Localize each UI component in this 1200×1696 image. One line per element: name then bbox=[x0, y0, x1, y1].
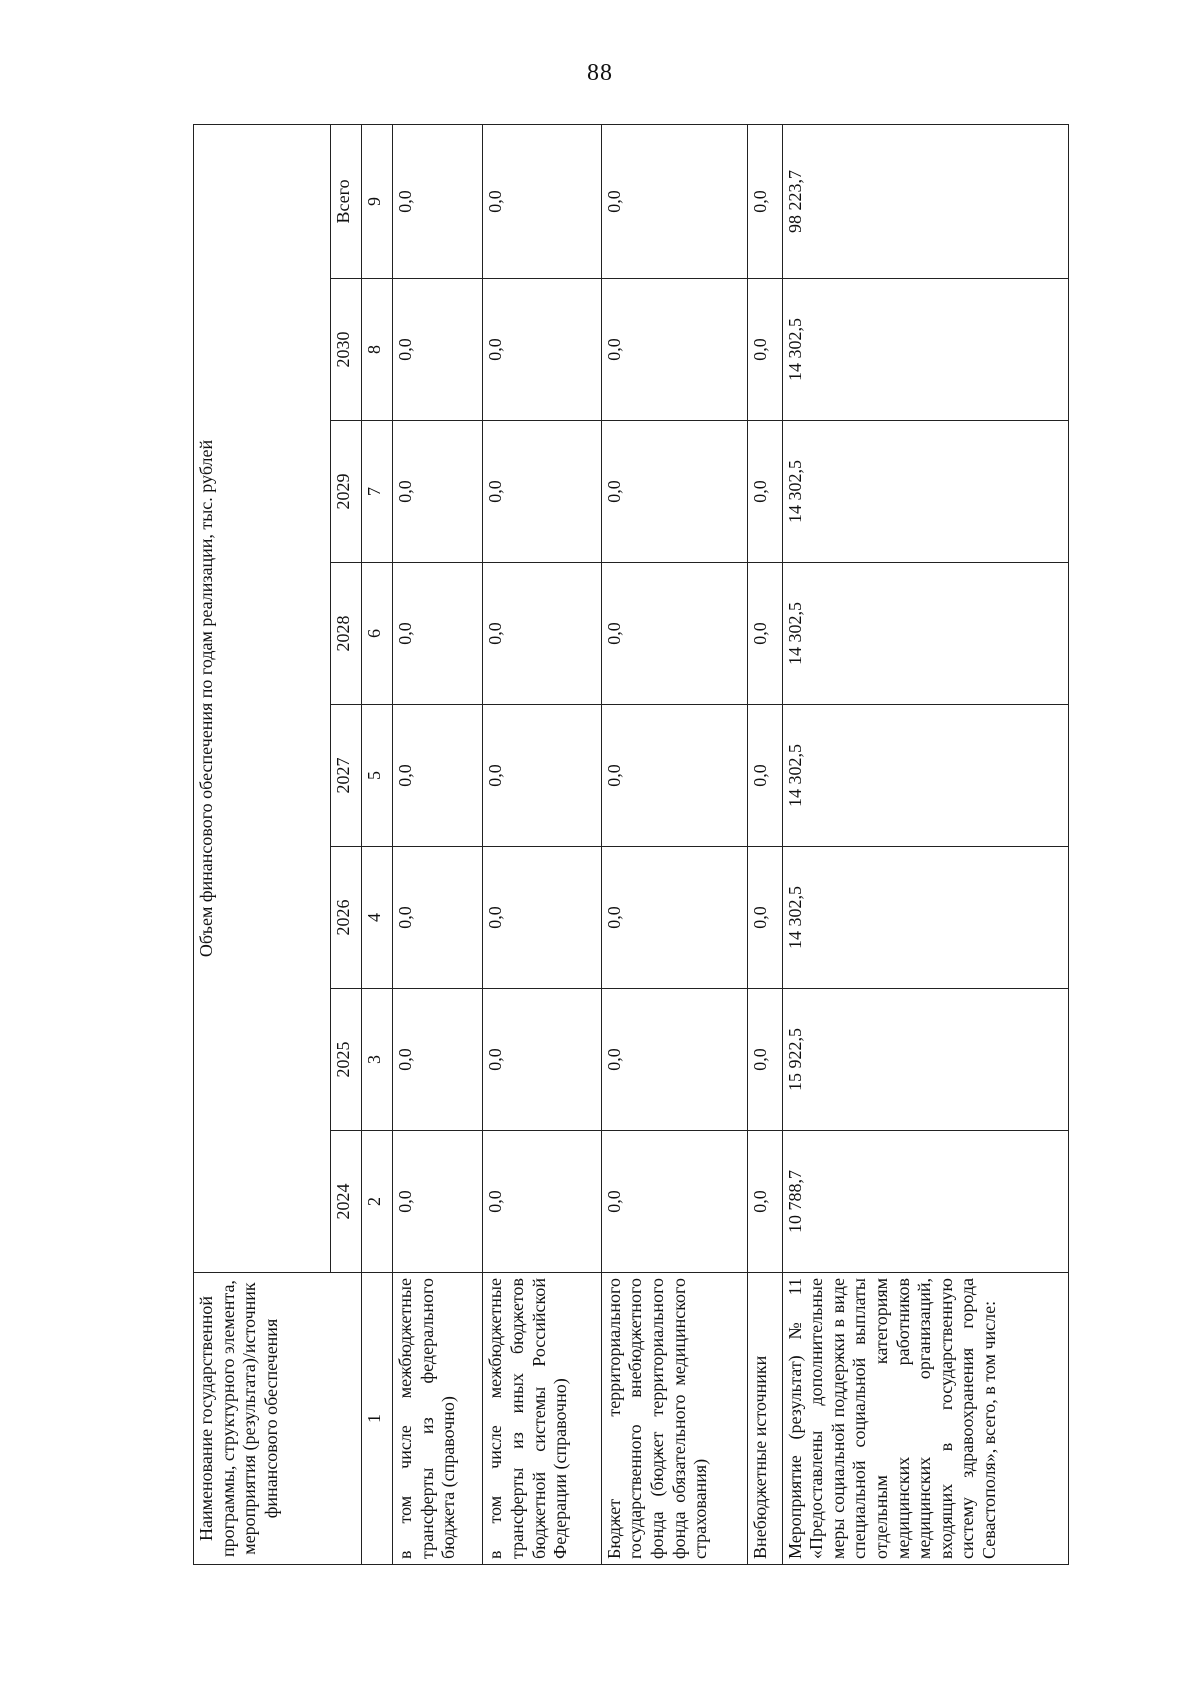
row-value: 0,0 bbox=[601, 279, 747, 421]
total-header: Всего bbox=[331, 124, 362, 278]
column-number: 4 bbox=[362, 847, 393, 989]
row-value: 0,0 bbox=[483, 563, 601, 705]
row-value: 0,0 bbox=[483, 1131, 601, 1273]
funding-group-header: Объем финансового обеспечения по годам реализации, тыс. рублей bbox=[194, 124, 331, 1272]
row-value: 0,0 bbox=[483, 847, 601, 989]
row-value: 0,0 bbox=[393, 279, 483, 421]
table-row bbox=[393, 124, 483, 1564]
column-number: 5 bbox=[362, 705, 393, 847]
row-value: 0,0 bbox=[393, 421, 483, 563]
column-number: 2 bbox=[362, 1131, 393, 1273]
column-number: 7 bbox=[362, 421, 393, 563]
page-number: 88 bbox=[587, 60, 613, 86]
row-value: 14 302,5 bbox=[782, 421, 1068, 563]
row-total: 0,0 bbox=[748, 124, 782, 278]
row-value: 0,0 bbox=[601, 1131, 747, 1273]
row-name: Внебюджетные источники bbox=[748, 1273, 782, 1565]
row-value: 0,0 bbox=[393, 989, 483, 1131]
row-name: Мероприятие (результат) № 11 «Предоставлены дополнительные меры социальной поддержки в виде специальной социальной выплаты отдельным категориям медицинских работников медицинских организаций, входящих в государственную систему здравоохранения города Севастополя», всего, в том числе: bbox=[782, 1273, 1068, 1565]
row-value: 0,0 bbox=[601, 989, 747, 1131]
year-header: 2025 bbox=[331, 989, 362, 1131]
row-value: 0,0 bbox=[483, 279, 601, 421]
row-total: 0,0 bbox=[601, 124, 747, 278]
column-number: 1 bbox=[362, 1273, 393, 1565]
header-row-top bbox=[194, 124, 331, 1564]
year-header: 2026 bbox=[331, 847, 362, 989]
year-header: 2030 bbox=[331, 279, 362, 421]
financing-table-frame bbox=[193, 125, 1069, 1565]
column-number-row bbox=[362, 124, 393, 1564]
year-header: 2027 bbox=[331, 705, 362, 847]
row-value: 0,0 bbox=[601, 847, 747, 989]
column-number: 8 bbox=[362, 279, 393, 421]
row-value: 0,0 bbox=[601, 705, 747, 847]
row-value: 0,0 bbox=[748, 421, 782, 563]
row-value: 0,0 bbox=[483, 421, 601, 563]
row-total: 98 223,7 bbox=[782, 124, 1068, 278]
row-value: 0,0 bbox=[393, 1131, 483, 1273]
table-row bbox=[601, 124, 747, 1564]
row-total: 0,0 bbox=[483, 124, 601, 278]
year-header: 2028 bbox=[331, 563, 362, 705]
row-value: 14 302,5 bbox=[782, 563, 1068, 705]
row-value: 0,0 bbox=[748, 705, 782, 847]
row-value: 14 302,5 bbox=[782, 705, 1068, 847]
row-value: 14 302,5 bbox=[782, 279, 1068, 421]
row-value: 0,0 bbox=[748, 563, 782, 705]
year-header: 2029 bbox=[331, 421, 362, 563]
row-value: 0,0 bbox=[748, 279, 782, 421]
row-value: 0,0 bbox=[601, 563, 747, 705]
row-total: 0,0 bbox=[393, 124, 483, 278]
column-number: 9 bbox=[362, 124, 393, 278]
row-value: 0,0 bbox=[601, 421, 747, 563]
financing-table bbox=[193, 124, 1069, 1565]
row-name: Бюджет территориального государственного внебюджетного фонда (бюджет территориального фонда обязательного медицинского страхования) bbox=[601, 1273, 747, 1565]
row-value: 0,0 bbox=[393, 705, 483, 847]
table-row bbox=[782, 124, 1068, 1564]
column-number: 3 bbox=[362, 989, 393, 1131]
row-value: 14 302,5 bbox=[782, 847, 1068, 989]
row-value: 15 922,5 bbox=[782, 989, 1068, 1131]
row-value: 0,0 bbox=[393, 563, 483, 705]
name-column-header: Наименование государственной программы, структурного элемента, мероприятия (результата)/источник финансового обеспечения bbox=[194, 1273, 362, 1565]
row-name: в том числе межбюджетные трансферты из иных бюджетов бюджетной системы Российской Федерации (справочно) bbox=[483, 1273, 601, 1565]
row-value: 0,0 bbox=[483, 705, 601, 847]
year-header: 2024 bbox=[331, 1131, 362, 1273]
table-row bbox=[483, 124, 601, 1564]
row-value: 0,0 bbox=[393, 847, 483, 989]
row-value: 0,0 bbox=[748, 847, 782, 989]
row-value: 0,0 bbox=[748, 1131, 782, 1273]
row-name: в том числе межбюджетные трансферты из федерального бюджета (справочно) bbox=[393, 1273, 483, 1565]
row-value: 0,0 bbox=[748, 989, 782, 1131]
column-number: 6 bbox=[362, 563, 393, 705]
row-value: 0,0 bbox=[483, 989, 601, 1131]
table-row bbox=[748, 124, 782, 1564]
row-value: 10 788,7 bbox=[782, 1131, 1068, 1273]
